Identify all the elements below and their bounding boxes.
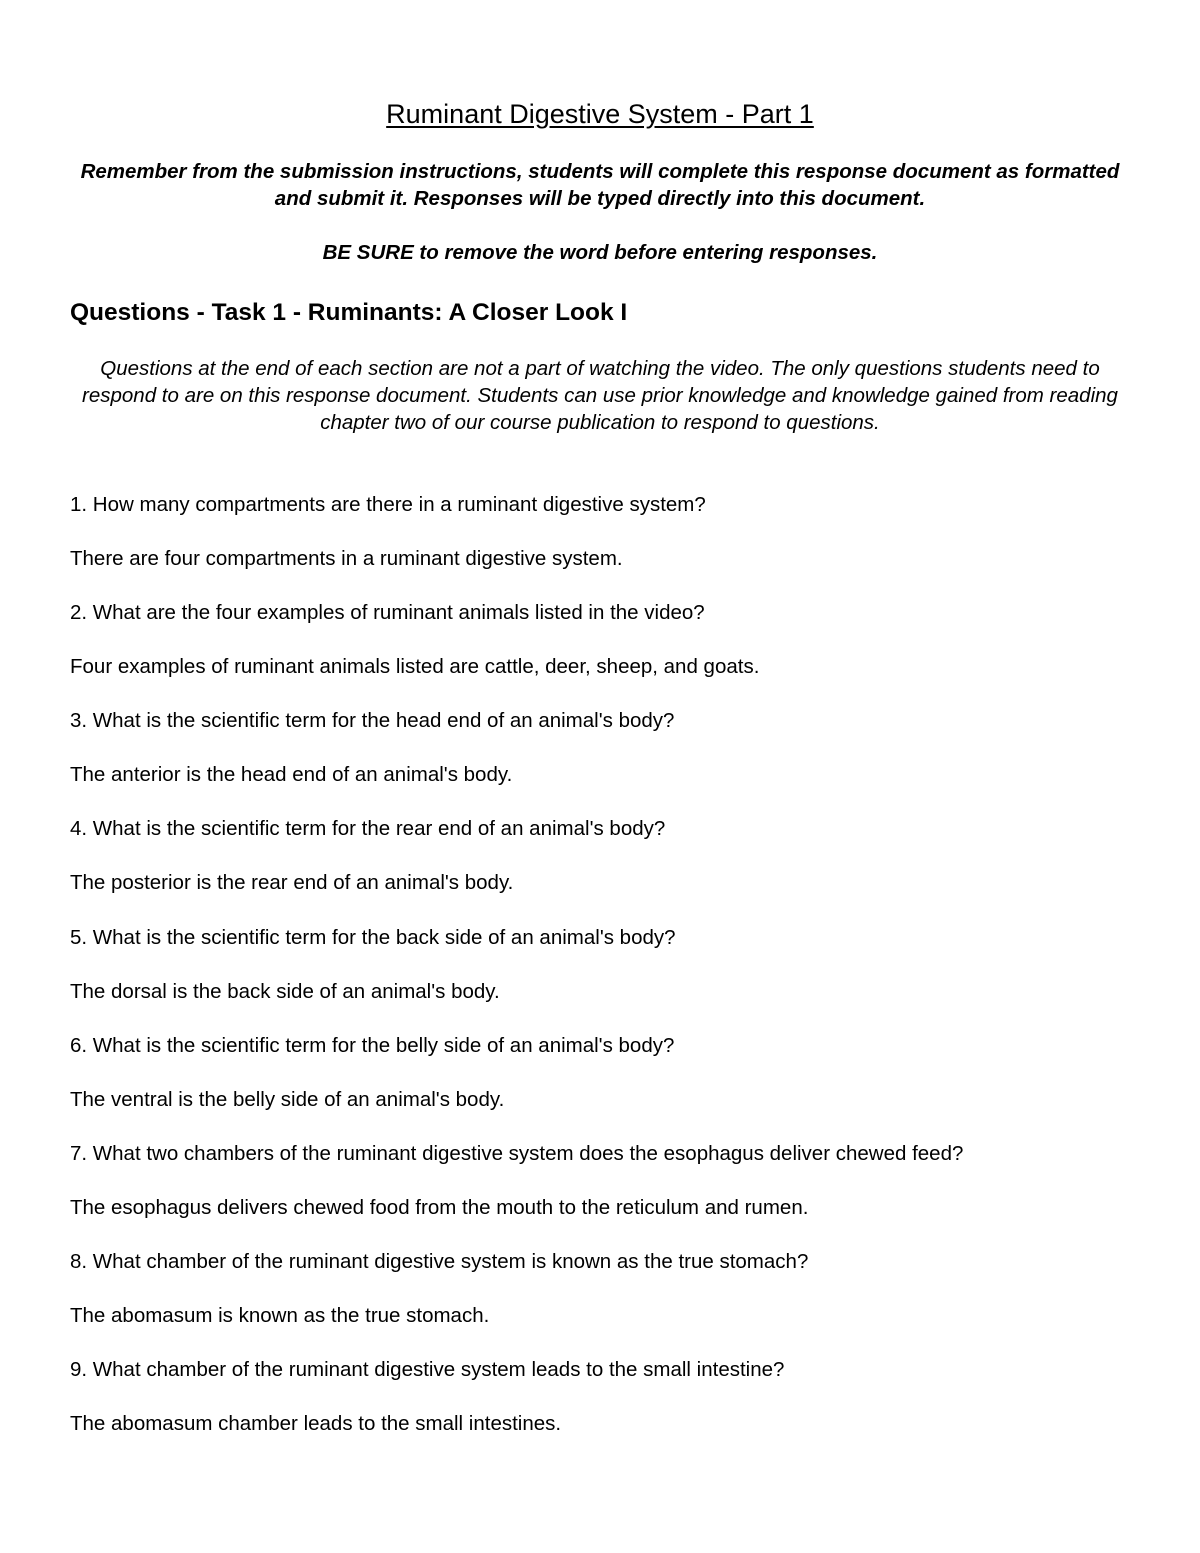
submission-instructions: Remember from the submission instructions, students will complete this response document as formatted and submit it. Responses will be typed directly into this document. xyxy=(80,160,1120,210)
answer-4: The posterior is the rear end of an animal's body. xyxy=(70,871,514,894)
answer-8: The abomasum is known as the true stomach. xyxy=(70,1304,490,1327)
answer-5: The dorsal is the back side of an animal's body. xyxy=(70,980,500,1003)
question-4: 4. What is the scientific term for the rear end of an animal's body? xyxy=(70,817,666,840)
question-8: 8. What chamber of the ruminant digestive system is known as the true stomach? xyxy=(70,1250,809,1273)
remove-word-reminder: BE SURE to remove the word before entering responses. xyxy=(322,241,878,264)
answer-6: The ventral is the belly side of an animal's body. xyxy=(70,1088,505,1111)
document-title: Ruminant Digestive System - Part 1 xyxy=(386,99,814,129)
answer-1: There are four compartments in a ruminant digestive system. xyxy=(70,547,623,570)
answer-2: Four examples of ruminant animals listed are cattle, deer, sheep, and goats. xyxy=(70,655,760,678)
question-7: 7. What two chambers of the ruminant digestive system does the esophagus deliver chewed feed? xyxy=(70,1142,964,1165)
question-6: 6. What is the scientific term for the belly side of an animal's body? xyxy=(70,1034,675,1057)
section-note: Questions at the end of each section are not a part of watching the video. The only questions students need to respond to are on this response document. Students can use prior knowledge and knowledge gained from reading chapter two of our course publication to respond to questions. xyxy=(82,357,1118,434)
question-5: 5. What is the scientific term for the back side of an animal's body? xyxy=(70,926,676,949)
section-heading: Questions - Task 1 - Ruminants: A Closer Look I xyxy=(70,299,628,326)
question-2: 2. What are the four examples of ruminant animals listed in the video? xyxy=(70,601,705,624)
answer-3: The anterior is the head end of an animal's body. xyxy=(70,763,513,786)
question-3: 3. What is the scientific term for the head end of an animal's body? xyxy=(70,709,675,732)
question-9: 9. What chamber of the ruminant digestive system leads to the small intestine? xyxy=(70,1358,785,1381)
answer-9: The abomasum chamber leads to the small intestines. xyxy=(70,1412,562,1435)
question-1: 1. How many compartments are there in a ruminant digestive system? xyxy=(70,493,706,516)
answer-7: The esophagus delivers chewed food from the mouth to the reticulum and rumen. xyxy=(70,1196,809,1219)
